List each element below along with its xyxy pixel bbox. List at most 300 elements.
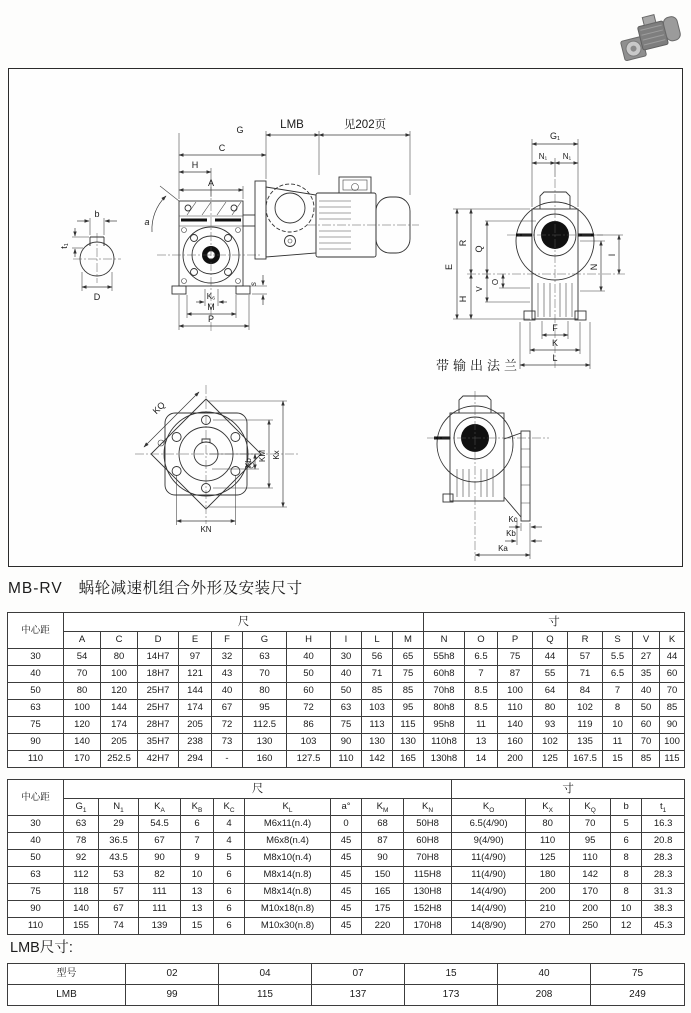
table-cell: 111 — [139, 901, 181, 918]
table-cell: 07 — [312, 964, 405, 985]
table-cell: 60h8 — [424, 666, 465, 683]
table-cell: 110 — [331, 751, 362, 768]
table-cell: 30 — [8, 816, 64, 833]
table-cell: 43.5 — [99, 850, 139, 867]
table-cell: 110 — [8, 751, 64, 768]
table-cell: 64 — [533, 683, 568, 700]
table-cell: 8 — [611, 884, 642, 901]
group-header-right: 寸 — [424, 613, 685, 632]
table-cell: 205 — [179, 717, 212, 734]
table-cell: 137 — [312, 985, 405, 1006]
column-header: L — [362, 632, 393, 649]
column-header: P — [498, 632, 533, 649]
table-row — [8, 867, 685, 884]
dim-label-C: C — [218, 143, 226, 153]
table-cell: 7 — [181, 833, 214, 850]
column-header: $K_X$ — [526, 799, 570, 816]
table-cell: 15 — [405, 964, 498, 985]
table-cell: 16.3 — [642, 816, 685, 833]
table-cell: 72 — [287, 700, 331, 717]
table-cell: 75 — [8, 884, 64, 901]
column-header: $K_O$ — [452, 799, 526, 816]
table-cell: 142 — [362, 751, 393, 768]
table-cell: 15 — [603, 751, 633, 768]
table-cell: 72 — [212, 717, 243, 734]
table-cell: 90 — [660, 717, 685, 734]
column-header: N — [424, 632, 465, 649]
table-cell: 9(4/90) — [452, 833, 526, 850]
table-cell: 180 — [526, 867, 570, 884]
table-cell: 75 — [393, 666, 424, 683]
table-cell: 28.3 — [642, 867, 685, 884]
table-cell: 50 — [331, 683, 362, 700]
dim-label-Q: Q — [474, 245, 484, 253]
table-cell: 6 — [214, 867, 245, 884]
table-cell: 4 — [214, 816, 245, 833]
table-cell: 119 — [568, 717, 603, 734]
dim-label-E: E — [444, 263, 454, 271]
table-cell: M8x14(n.8) — [245, 867, 331, 884]
table-cell: 125 — [526, 850, 570, 867]
table-cell: 53 — [99, 867, 139, 884]
table-cell: 14(4/90) — [452, 884, 526, 901]
column-header: H — [287, 632, 331, 649]
corner-header: 中心距 — [8, 780, 64, 816]
lmb-table — [7, 963, 685, 1006]
table-cell: 90 — [8, 734, 64, 751]
column-header: $G_1$ — [64, 799, 99, 816]
table-cell: 20.8 — [642, 833, 685, 850]
dim-label-O: O — [491, 278, 500, 286]
table-cell: 85 — [393, 683, 424, 700]
dim-label-L: L — [552, 353, 558, 363]
table-cell: 80 — [101, 649, 138, 666]
dim-label-Ka: Ka — [498, 544, 508, 553]
table-cell: LMB — [8, 985, 126, 1006]
table-cell: 14H7 — [138, 649, 179, 666]
table-cell: 35 — [633, 666, 660, 683]
table-cell: 165 — [393, 751, 424, 768]
table-cell: 167.5 — [568, 751, 603, 768]
table-cell: 127.5 — [287, 751, 331, 768]
table-cell: 5 — [611, 816, 642, 833]
table-cell: 30 — [331, 649, 362, 666]
column-header: $t_1$ — [642, 799, 685, 816]
table-cell: 54.5 — [139, 816, 181, 833]
table-cell: 102 — [533, 734, 568, 751]
table-cell: 8.5 — [465, 700, 498, 717]
table-row — [8, 683, 685, 700]
table-cell: 02 — [126, 964, 219, 985]
table-cell: 67 — [99, 901, 139, 918]
table-cell: 238 — [179, 734, 212, 751]
column-header: $K_L$ — [245, 799, 331, 816]
dim-label-V: V — [475, 286, 484, 292]
table-cell: 04 — [219, 964, 312, 985]
column-header: $K_Q$ — [570, 799, 611, 816]
dim-label-d: D — [93, 292, 101, 302]
table-cell: 70H8 — [404, 850, 452, 867]
table-cell: 170 — [570, 884, 611, 901]
column-header: M — [393, 632, 424, 649]
table-cell: 95 — [570, 833, 611, 850]
table-cell: M8x10(n.4) — [245, 850, 331, 867]
column-header: E — [179, 632, 212, 649]
table-cell: 86 — [287, 717, 331, 734]
dim-label-N1-right: N₁ — [562, 152, 572, 161]
table-cell: 115 — [660, 751, 685, 768]
table-cell: 130 — [243, 734, 287, 751]
table-cell: 140 — [498, 717, 533, 734]
table-cell: 40 — [8, 666, 64, 683]
table-cell: 57 — [568, 649, 603, 666]
table-cell: 210 — [526, 901, 570, 918]
table-cell: 13 — [181, 884, 214, 901]
table-cell: 113 — [362, 717, 393, 734]
table-cell: 6.5(4/90) — [452, 816, 526, 833]
table-cell: M6x11(n.4) — [245, 816, 331, 833]
column-header: I — [331, 632, 362, 649]
table-cell: 115 — [393, 717, 424, 734]
table-cell: 110 — [526, 833, 570, 850]
dim-label-I: I — [607, 253, 617, 257]
table-cell: 28H7 — [138, 717, 179, 734]
table-cell: 55h8 — [424, 649, 465, 666]
model-code: MB-RV — [8, 580, 63, 597]
flange-face-view — [135, 385, 299, 534]
table-cell: 112.5 — [243, 717, 287, 734]
table-cell: 60 — [633, 717, 660, 734]
dim-label-N: N — [589, 263, 599, 271]
table-cell: 205 — [101, 734, 138, 751]
table-cell: 14 — [465, 751, 498, 768]
table-row — [8, 717, 685, 734]
column-header: A — [64, 632, 101, 649]
table-row — [8, 964, 685, 985]
table-cell: 200 — [498, 751, 533, 768]
table-cell: 40 — [331, 666, 362, 683]
dim-label-b: b — [94, 209, 100, 219]
column-header: Q — [533, 632, 568, 649]
table-cell: 5.5 — [603, 649, 633, 666]
dim-label-KQ: KQ — [150, 399, 168, 417]
table-cell: 43 — [212, 666, 243, 683]
table-cell: 85 — [633, 751, 660, 768]
table-cell: 45 — [331, 833, 362, 850]
table-cell: 67 — [139, 833, 181, 850]
table-cell: 56 — [362, 649, 393, 666]
table-cell: 38.3 — [642, 901, 685, 918]
table-cell: 294 — [179, 751, 212, 768]
table-cell: 75 — [498, 649, 533, 666]
table-header-row — [8, 799, 685, 816]
table-cell: 78 — [64, 833, 99, 850]
title-text: 蜗轮减速机组合外形及安装尺寸 — [78, 580, 303, 597]
column-header: $K_B$ — [181, 799, 214, 816]
table-cell: 200 — [526, 884, 570, 901]
table-cell: 57 — [99, 884, 139, 901]
table-cell: 103 — [287, 734, 331, 751]
table-cell: 70 — [570, 816, 611, 833]
table-cell: 92 — [64, 850, 99, 867]
table-cell: 32 — [212, 649, 243, 666]
table-cell: 130 — [393, 734, 424, 751]
table-cell: 25H7 — [138, 700, 179, 717]
table-cell: 110h8 — [424, 734, 465, 751]
column-header: b — [611, 799, 642, 816]
table-cell: 111 — [139, 884, 181, 901]
table-cell: 252.5 — [101, 751, 138, 768]
table-cell: 144 — [179, 683, 212, 700]
table-cell: 135 — [568, 734, 603, 751]
table-row — [8, 901, 685, 918]
dim-label-alpha: a — [144, 217, 150, 227]
lmb-section-label: LMB尺寸: — [10, 940, 73, 956]
table-cell: 200 — [570, 901, 611, 918]
table-cell: 95 — [393, 700, 424, 717]
column-header: C — [101, 632, 138, 649]
dim-label-KX: Kx — [272, 450, 281, 460]
table-cell: 80 — [243, 683, 287, 700]
table-cell: 10 — [603, 717, 633, 734]
table-cell: 45 — [331, 918, 362, 935]
table-row — [8, 884, 685, 901]
table-cell: 250 — [570, 918, 611, 935]
table-cell: 208 — [498, 985, 591, 1006]
table-cell: 6.5 — [465, 649, 498, 666]
table-cell: 50 — [8, 683, 64, 700]
group-header-left: 尺 — [64, 780, 452, 799]
table-cell: 100 — [498, 683, 533, 700]
table-cell: 80 — [533, 700, 568, 717]
table-cell: - — [212, 751, 243, 768]
table-cell: 12 — [611, 918, 642, 935]
table-cell: M10x30(n.8) — [245, 918, 331, 935]
table-cell: 71 — [362, 666, 393, 683]
table-row — [8, 666, 685, 683]
table-cell: 87 — [362, 833, 404, 850]
dim-label-KM: KM — [258, 450, 267, 462]
table-cell: 8 — [611, 867, 642, 884]
table-cell: 144 — [101, 700, 138, 717]
table-header-row — [8, 780, 685, 799]
table-cell: 9 — [181, 850, 214, 867]
table-cell: 65 — [393, 649, 424, 666]
table-cell: 140 — [64, 901, 99, 918]
dim-label-M: M — [207, 302, 215, 312]
table-cell: 40 — [212, 683, 243, 700]
table-cell: 82 — [139, 867, 181, 884]
dim-label-A: A — [207, 178, 215, 188]
column-header: F — [212, 632, 243, 649]
table-cell: 165 — [362, 884, 404, 901]
column-header: $K_N$ — [404, 799, 452, 816]
table-cell: 40 — [287, 649, 331, 666]
corner-header: 中心距 — [8, 613, 64, 649]
table-cell: 6 — [214, 918, 245, 935]
table-cell: 70 — [660, 683, 685, 700]
table-cell: 10 — [611, 901, 642, 918]
dim-label-Kb-side: Kb — [506, 529, 516, 538]
table-cell: 84 — [568, 683, 603, 700]
table-cell: 112 — [64, 867, 99, 884]
group-header-left: 尺 — [64, 613, 424, 632]
table-cell: 150 — [362, 867, 404, 884]
shaft-section-detail — [59, 209, 121, 302]
table-cell: 63 — [64, 816, 99, 833]
table-cell: 70 — [243, 666, 287, 683]
table-cell: 70 — [633, 734, 660, 751]
dim-label-P: P — [207, 314, 215, 324]
dim-label-LMB: LMB — [280, 119, 304, 131]
table-cell: 29 — [99, 816, 139, 833]
table-cell: 90 — [331, 734, 362, 751]
table-cell: 95 — [243, 700, 287, 717]
column-header: $K_A$ — [139, 799, 181, 816]
table-cell: 130 — [362, 734, 393, 751]
table-cell: 71 — [568, 666, 603, 683]
table-cell: 115 — [219, 985, 312, 1006]
dim-label-KN: KN — [200, 525, 212, 534]
table-cell: 175 — [362, 901, 404, 918]
dim-label-G1: G₁ — [549, 131, 561, 141]
table-cell: 27 — [633, 649, 660, 666]
table-cell: 103 — [362, 700, 393, 717]
table-cell: 85 — [362, 683, 393, 700]
table-cell: 100 — [660, 734, 685, 751]
column-header: a° — [331, 799, 362, 816]
column-header: $N_1$ — [99, 799, 139, 816]
table-cell: 6.5 — [603, 666, 633, 683]
table-cell: 110 — [498, 700, 533, 717]
column-header: $K_M$ — [362, 799, 404, 816]
table-cell: 160 — [243, 751, 287, 768]
table-cell: 173 — [405, 985, 498, 1006]
table-cell: 80 — [526, 816, 570, 833]
table-cell: 5 — [214, 850, 245, 867]
table-cell: 35H7 — [138, 734, 179, 751]
dim-label-F: F — [552, 323, 558, 333]
table-cell: 99 — [126, 985, 219, 1006]
table-cell: 8 — [611, 850, 642, 867]
table-cell: 102 — [568, 700, 603, 717]
flange-side-view — [427, 391, 549, 561]
table-cell: 8.5 — [465, 683, 498, 700]
table-cell: 125 — [533, 751, 568, 768]
table-cell: 42H7 — [138, 751, 179, 768]
table-cell: 152H8 — [404, 901, 452, 918]
table-cell: 115H8 — [404, 867, 452, 884]
table-cell: 11(4/90) — [452, 850, 526, 867]
table-row — [8, 751, 685, 768]
table-cell: 220 — [362, 918, 404, 935]
dim-label-K: K — [551, 338, 559, 348]
table-cell: 15 — [181, 918, 214, 935]
table-cell: 139 — [139, 918, 181, 935]
dim-label-K6: K₆ — [206, 292, 216, 301]
table-cell: 70 — [64, 666, 101, 683]
table-cell: 44 — [533, 649, 568, 666]
table-cell: 45 — [331, 884, 362, 901]
table-cell: 31.3 — [642, 884, 685, 901]
table-cell: 30 — [8, 649, 64, 666]
table-cell: 型号 — [8, 964, 126, 985]
column-header: S — [603, 632, 633, 649]
column-header: V — [633, 632, 660, 649]
table-cell: 11 — [603, 734, 633, 751]
table-cell: 120 — [101, 683, 138, 700]
table-cell: 87 — [498, 666, 533, 683]
dim-label-R: R — [458, 239, 468, 247]
table-cell: 75 — [8, 717, 64, 734]
table-cell: 160 — [498, 734, 533, 751]
table-cell: 75 — [331, 717, 362, 734]
table-row — [8, 833, 685, 850]
table-cell: 54 — [64, 649, 101, 666]
table-cell: M10x18(n.8) — [245, 901, 331, 918]
column-header: O — [465, 632, 498, 649]
table-cell: 63 — [243, 649, 287, 666]
see-page-note: 见202页 — [343, 119, 387, 131]
table-cell: 100 — [64, 700, 101, 717]
table-cell: 63 — [8, 867, 64, 884]
dim-label-t1: t₁ — [59, 243, 69, 249]
gearmotor-photo — [614, 6, 688, 64]
table-row — [8, 985, 685, 1006]
table-row — [8, 816, 685, 833]
table-cell: 18H7 — [138, 666, 179, 683]
table-cell: 100 — [101, 666, 138, 683]
dim-label-Kb-face: Kb — [244, 458, 253, 468]
column-header: R — [568, 632, 603, 649]
table-cell: 36.5 — [99, 833, 139, 850]
table-cell: 60 — [287, 683, 331, 700]
dim-label-N1-left: N₁ — [538, 152, 548, 161]
table-cell: 50H8 — [404, 816, 452, 833]
group-header-right: 寸 — [452, 780, 685, 799]
table-cell: 63 — [331, 700, 362, 717]
end-view — [444, 131, 625, 369]
column-header: $K_C$ — [214, 799, 245, 816]
column-header: D — [138, 632, 179, 649]
table-cell: M8x14(n.8) — [245, 884, 331, 901]
table-header-row — [8, 632, 685, 649]
table-cell: 68 — [362, 816, 404, 833]
assembly-view — [144, 118, 419, 331]
table-cell: 6 — [611, 833, 642, 850]
dimensions-table-2 — [7, 779, 685, 935]
table-cell: 174 — [101, 717, 138, 734]
table-cell: 140 — [64, 734, 101, 751]
table-cell: 50 — [8, 850, 64, 867]
dim-label-H: H — [191, 160, 199, 170]
table-cell: 10 — [181, 867, 214, 884]
table-cell: 6 — [214, 901, 245, 918]
table-cell: 142 — [570, 867, 611, 884]
table-cell: 7 — [465, 666, 498, 683]
table-cell: 67 — [212, 700, 243, 717]
table-cell: M6x8(n.4) — [245, 833, 331, 850]
table-row — [8, 918, 685, 935]
table-row — [8, 850, 685, 867]
table-cell: 97 — [179, 649, 212, 666]
table-cell: 63 — [8, 700, 64, 717]
table-cell: 50 — [287, 666, 331, 683]
table-cell: 70h8 — [424, 683, 465, 700]
dim-label-s: s — [249, 282, 258, 286]
table-cell: 110 — [570, 850, 611, 867]
table-cell: 55 — [533, 666, 568, 683]
